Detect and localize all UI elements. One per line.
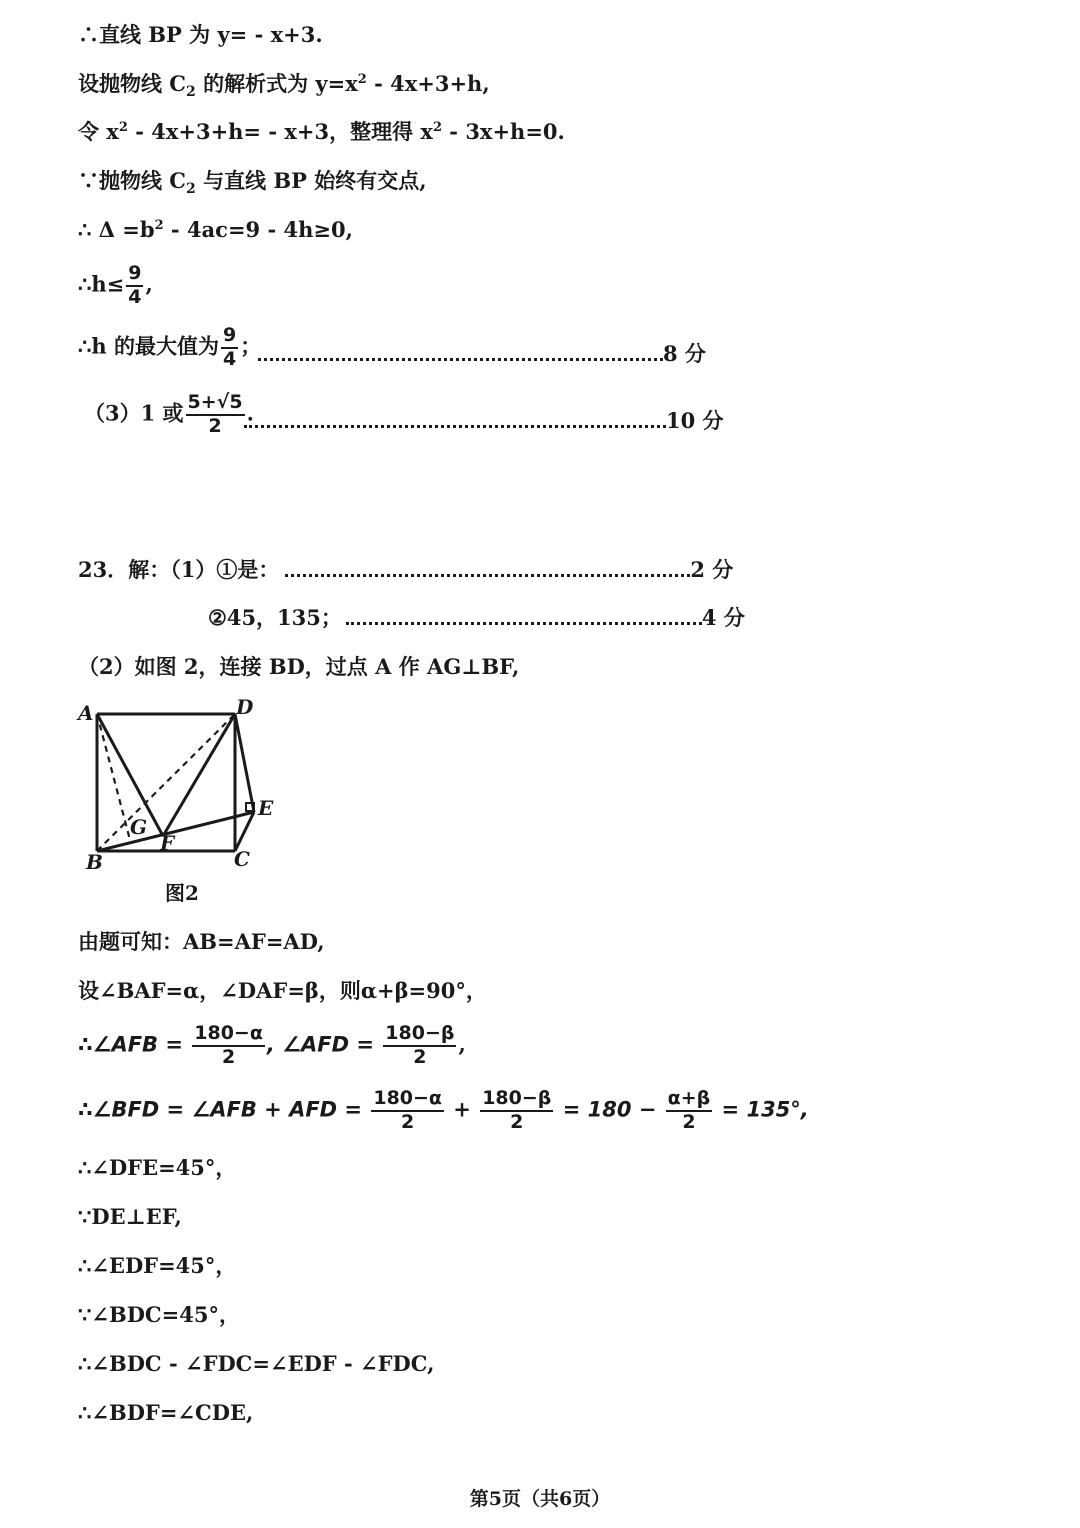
label-E: E	[258, 796, 274, 820]
label-G: G	[130, 815, 148, 839]
label-A: A	[78, 701, 94, 725]
score-leader-10: 10 分	[244, 410, 724, 431]
label-F: F	[160, 831, 175, 855]
line-part3-answer: （3）1 或 $\frac{5+√5}{2}$ .	[84, 391, 254, 437]
proof-line-1: 由题可知：AB=AF=AD,	[78, 929, 325, 954]
fraction: $\frac{180-\alpha}{2}$	[194, 1022, 263, 1068]
label-B: B	[86, 850, 103, 874]
q23-part2-intro: （2）如图 2，连接 BD，过点 A 作 AG⊥BF,	[78, 654, 520, 679]
proof-line-4: ∴∠BFD = ∠AFB + AFD = $\frac{180-\alpha}{2}$ + $\frac{180-\beta}{2}$ = 180 − $\frac{\alpha+\beta}{2}$ = 135°,	[78, 1087, 809, 1133]
geometry-figure-2	[70, 690, 310, 920]
figure-caption: 图2	[165, 881, 199, 905]
score-leader-8: 8 分	[258, 343, 706, 364]
line-h-bound: ∴h≤ $\frac{9}{4}$ ,	[78, 262, 153, 308]
fraction: $\frac{180-\beta}{2}$	[385, 1022, 455, 1068]
line-h-max: ∴h 的最大值为 $\frac{9}{4}$ ；	[78, 324, 262, 370]
proof-line-6: ∵DE⊥EF,	[78, 1204, 182, 1229]
line-discriminant: ∴ $\Delta =b^2 - 4ac=9 - 4h\ge 0$,	[78, 217, 353, 242]
proof-line-5: ∴∠DFE=45°，	[78, 1155, 237, 1180]
proof-line-10: ∴∠BDF=∠CDE,	[78, 1400, 254, 1425]
line-bp-equation: ∴直线 BP 为 y= - x+3.	[78, 22, 323, 47]
line-parabola-c2: 设抛物线 $C_2$ 的解析式为 $y=x^2 - 4x+3+h$,	[78, 71, 490, 101]
page-footer: 第5页（共6页）	[469, 1488, 611, 1510]
label-C: C	[234, 847, 250, 871]
fraction: $\frac{180-\beta}{2}$	[482, 1087, 552, 1133]
q23-part1-b: ②45，135； 4 分	[208, 605, 745, 630]
proof-line-9: ∴∠BDC - ∠FDC=∠EDF - ∠FDC,	[78, 1351, 435, 1376]
fraction: $\frac{9}{4}$	[222, 324, 237, 370]
fraction: $\frac{\alpha+\beta}{2}$	[667, 1087, 711, 1133]
q23-part1-a: 23．解：（1）①是： 2 分	[78, 557, 734, 582]
fraction: $\frac{180-\alpha}{2}$	[373, 1087, 442, 1133]
label-D: D	[236, 695, 254, 719]
proof-line-7: ∴∠EDF=45°，	[78, 1253, 237, 1278]
proof-line-8: ∵∠BDC=45°，	[78, 1302, 240, 1327]
line-intersection: ∵抛物线 $C_2$ 与直线 BP 始终有交点,	[78, 168, 427, 198]
fraction: $\frac{5+√5}{2}$	[187, 391, 243, 437]
proof-line-3: ∴∠AFB = $\frac{180-\alpha}{2}$ , ∠AFD = $\frac{180-\beta}{2}$ ,	[78, 1022, 466, 1068]
fraction: $\frac{9}{4}$	[128, 262, 142, 308]
proof-line-2: 设∠BAF=α，∠DAF=β，则α+β=90°，	[78, 978, 487, 1003]
line-set-equal: 令 $x^2 - 4x+3+h= - x+3$，整理得 $x^2 - 3x+h=0$.	[78, 119, 565, 144]
